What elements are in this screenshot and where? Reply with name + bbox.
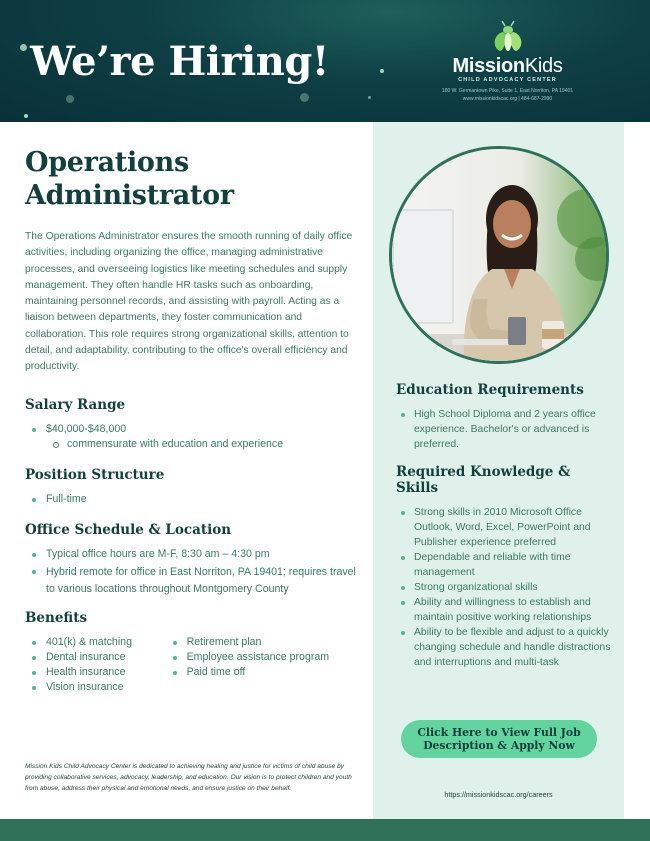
woman-at-desk-photo [389, 146, 609, 364]
salary-section [25, 397, 365, 452]
bottom-bar [0, 819, 650, 841]
logo-name: MissionKids [452, 55, 563, 77]
sparkle-dot [66, 95, 74, 103]
list-item: Dependable and reliable with time management [396, 550, 611, 580]
sparkle-dot [368, 96, 371, 99]
sparkle-dot [300, 93, 309, 102]
list-item: Full-time [25, 492, 365, 507]
salary-note: commensurate with education and experience [25, 437, 365, 452]
list-item: Retirement plan [166, 635, 365, 650]
position-structure-heading: Position Structure [25, 466, 165, 483]
sparkle-dot [20, 44, 27, 51]
list-item: Hybrid remote for office in East Norriton, PA 19401; requires travel to various locations throughout Montgomery County [25, 564, 365, 598]
skills-heading: Required Knowledge & Skills [396, 464, 571, 496]
list-item: Ability and willingness to establish and maintain positive working relationships [396, 595, 611, 625]
list-item: Employee assistance program [166, 650, 365, 665]
schedule-section [25, 522, 365, 598]
salary-heading: Salary Range [25, 396, 126, 413]
salary-range: $40,000-$48,000 [25, 422, 365, 437]
right-panel [373, 122, 624, 819]
photo-illustration [392, 149, 606, 361]
list-item: Dental insurance [25, 650, 166, 665]
mission-kids-logo[interactable] [420, 20, 595, 103]
list-item: Strong organizational skills [396, 580, 611, 595]
list-item: High School Diploma and 2 years office experience. Bachelor's or advanced is preferred. [396, 407, 611, 452]
list-item: Paid time off [166, 665, 365, 680]
apply-now-button[interactable]: Click Here to View Full Job Description & Apply Now [401, 720, 597, 758]
job-description: The Operations Administrator ensures the smooth running of daily office activities, including organizing the office, managing administrative processes, and overseeing logistics like meeting schedules and supply management. They often handle HR tasks such as onboarding, maintaining personnel records, and assisting with payroll. Acting as a liaison between departments, they foster communication and collaboration. This role requires strong organizational skills, attention to detail, and adaptability, contributing to the office's overall efficiency and productivity. [25, 231, 353, 373]
requirements-content [396, 382, 611, 670]
benefits-section [25, 610, 365, 695]
list-item: Vision insurance [25, 680, 166, 695]
schedule-heading: Office Schedule & Location [25, 521, 232, 538]
left-column [25, 146, 365, 695]
sparkle-dot [380, 69, 384, 73]
logo-address: 180 W. Germantown Pike, Suite 1, East Norriton, PA 19401 www.missionkidscac.org | 484-687-2990 [441, 88, 574, 102]
education-heading: Education Requirements [396, 382, 584, 398]
list-item: Typical office hours are M-F, 8:30 am – 4:30 pm [25, 547, 365, 562]
position-structure-section [25, 467, 365, 507]
job-title: Operations Administrator [25, 147, 234, 211]
list-item: Strong skills in 2010 Microsoft Office Outlook, Word, Excel, PowerPoint and Publisher experience preferred [396, 505, 611, 550]
logo-subtitle: CHILD ADVOCACY CENTER [458, 77, 557, 83]
hiring-title: We’re Hiring! [30, 38, 329, 85]
mission-statement: Mission Kids Child Advocacy Center is dedicated to achieving healing and justice for victims of child abuse by providing collaborative services, advocacy, leadership, and education. Our vision is to protect children and youth from abuse, address their physical and emotional needs, and ensure justice on their behalf. [25, 763, 352, 792]
header-banner [0, 0, 650, 122]
list-item: Ability to be flexible and adjust to a quickly changing schedule and handle distractions and interruptions and multi-task [396, 625, 611, 670]
list-item: 401(k) & matching [25, 635, 166, 650]
sparkle-dot [24, 114, 28, 118]
benefits-heading: Benefits [25, 609, 88, 626]
careers-link[interactable]: https://missionkidscac.org/careers [444, 790, 553, 799]
firefly-icon [490, 20, 526, 54]
list-item: Health insurance [25, 665, 166, 680]
